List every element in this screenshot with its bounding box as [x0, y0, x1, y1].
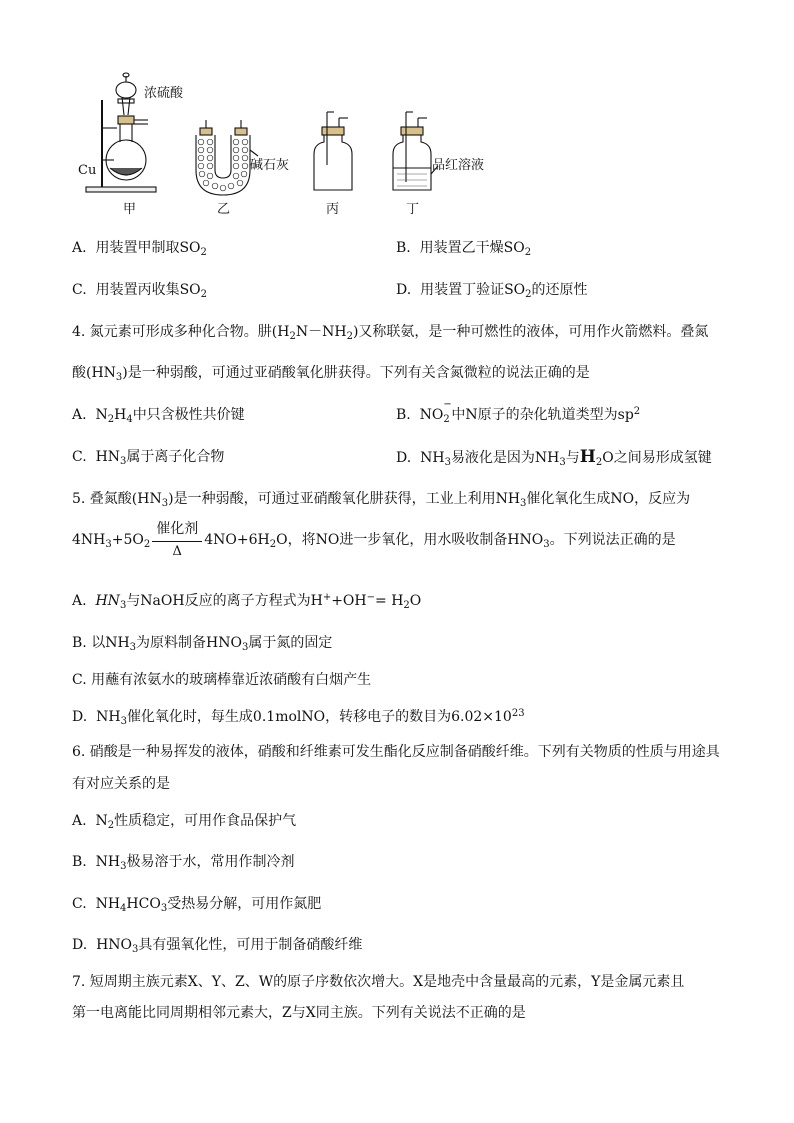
apparatus-drawing — [72, 70, 502, 220]
q3-option-b[interactable]: B. 用装置乙干燥$SO_2$ — [396, 240, 532, 258]
reaction-condition: 催化剂 Δ — [152, 520, 202, 560]
label-apparatus-bing: 丙 — [326, 202, 340, 217]
q3-option-c[interactable]: C. 用装置丙收集$SO_2$ — [72, 282, 208, 300]
q5-equation-line: $4NH_3+5O_2$ 催化剂 Δ $4NO+6H_2O$，将NO进一步氧化，用水吸收制备$HNO_3$。下列说法正确的是 — [72, 521, 676, 559]
q3-option-a[interactable]: A. 用装置甲制取$SO_2$ — [72, 240, 207, 258]
apparatus-figure — [72, 70, 502, 220]
q6-stem-line2: 有对应关系的是 — [72, 776, 170, 792]
q7-stem-line1: 7. 短周期主族元素X、Y、Z、W的原子序数依次增大。X是地壳中含量最高的元素，Y是金属元素且 — [72, 974, 685, 990]
q4-option-b[interactable]: B. NO − 2 中N原子的杂化轨道类型为$sp^2$ — [396, 399, 641, 425]
q5-option-a[interactable]: A. $HN_3$与NaOH反应的离子方程式为$H^++OH^-= H_2O$ — [72, 592, 422, 611]
q4-stem-line1: 4. 氮元素可形成多种化合物。肼$(H_2N-NH_2)$又称联氨，是一种可燃性的液体，可用作火箭燃料。叠氮 — [72, 324, 709, 342]
label-apparatus-jia: 甲 — [123, 202, 137, 217]
q4-stem-line2: 酸$(HN_3)$是一种弱酸，可通过亚硝酸氧化肼获得。下列有关含氮微粒的说法正确的是 — [72, 365, 590, 383]
q6-stem-line1: 6. 硝酸是一种易挥发的液体，硝酸和纤维素可发生酯化反应制备硝酸纤维。下列有关物质的性质与用途具 — [72, 744, 720, 760]
q4-option-c[interactable]: C. $HN_3$属于离子化合物 — [72, 449, 225, 467]
label-concentrated-sulfuric-acid: 浓硫酸 — [144, 86, 184, 101]
q4-option-a[interactable]: A. $N_2H_4$中只含极性共价键 — [72, 407, 245, 425]
q4-option-d[interactable]: D. $NH_3$易液化是因为$NH_3$与$H_2O$之间易形成氢键 — [396, 447, 712, 468]
label-soda-lime: 碱石灰 — [250, 158, 290, 173]
label-cu: Cu — [78, 163, 97, 178]
q5-option-c[interactable]: C. 用蘸有浓氨水的玻璃棒靠近浓硝酸有白烟产生 — [72, 672, 372, 688]
q6-option-a[interactable]: A. $N_2$性质稳定，可用作食品保护气 — [72, 813, 297, 831]
q5-stem-line1: 5. 叠氮酸$(HN_3)$是一种弱酸，可通过亚硝酸氧化肼获得，工业上利用$NH_3$催化氧化生成NO，反应为 — [72, 491, 691, 509]
q6-option-d[interactable]: D. $HNO_3$具有强氧化性，可用于制备硝酸纤维 — [72, 937, 363, 955]
q6-option-c[interactable]: C. $NH_4HCO_3$受热易分解，可用作氮肥 — [72, 896, 322, 914]
q7-stem-line2: 第一电离能比同周期相邻元素大，Z与X同主族。下列有关说法不正确的是 — [72, 1005, 526, 1021]
label-magenta-solution: 品红溶液 — [432, 158, 485, 173]
q5-option-b[interactable]: B. 以$NH_3$为原料制备$HNO_3$属于氮的固定 — [72, 635, 333, 653]
q3-option-d[interactable]: D. 用装置丁验证$SO_2$的还原性 — [396, 282, 588, 300]
q5-option-d[interactable]: D. $NH_3$催化氧化时，每生成0.1molNO，转移电子的数目为$6.02\times 10^{23}$ — [72, 708, 525, 727]
q6-option-b[interactable]: B. $NH_3$极易溶于水，常用作制冷剂 — [72, 854, 295, 872]
label-apparatus-yi: 乙 — [217, 202, 231, 217]
label-apparatus-ding: 丁 — [406, 202, 420, 217]
